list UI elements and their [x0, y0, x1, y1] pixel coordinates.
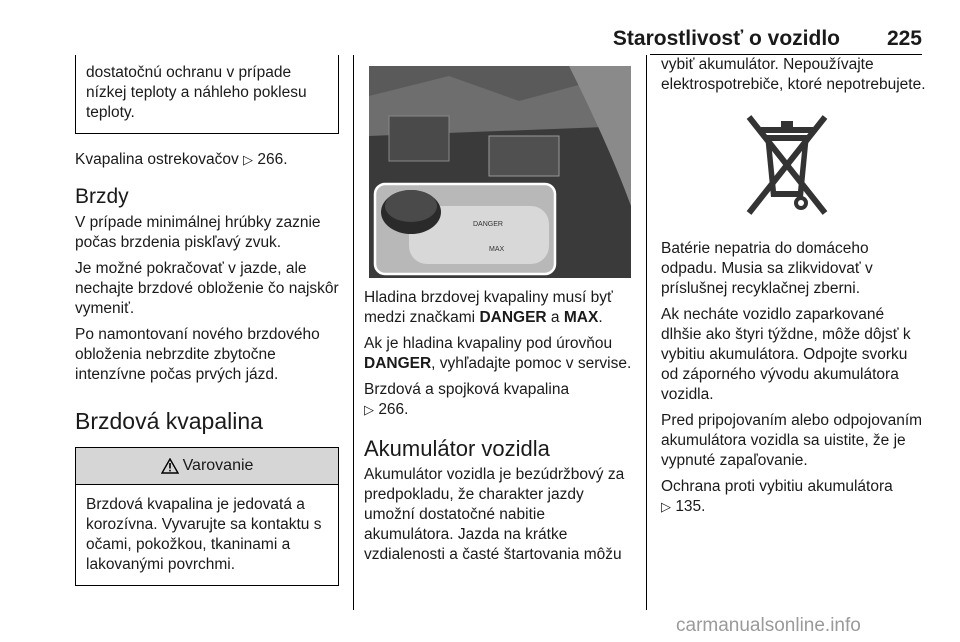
- warning-header: [76, 448, 338, 485]
- page-reference-icon: ▷: [661, 499, 671, 514]
- page-number: 225: [886, 27, 922, 50]
- page-reference-icon: ▷: [364, 402, 374, 417]
- warning-text: Brzdová kvapalina je jedovatá a korozívna. Vyvarujte sa kontaktu s očami, pokožkou, tkaninami a lakovanými povrchmi.: [86, 496, 322, 573]
- paragraph: Je možné pokračovať v jazde, ale nechajte brzdové obloženie čo najskôr vymeniť.: [75, 260, 339, 317]
- paragraph: Ochrana proti vybitiu akumulátora ▷ 135.: [661, 478, 893, 515]
- paragraph: Akumulátor vozidla je bezúdržbový za predpokladu, že charakter jazdy umožní dostatočné nabitie akumulátora. Jazda na krátke vzdialenosti a časté štartovania môžu: [364, 466, 625, 563]
- paragraph: Brzdová a spojková kvapalina ▷ 266.: [364, 381, 570, 418]
- warning-title: Varovanie: [182, 457, 254, 474]
- paragraph: V prípade minimálnej hrúbky zaznie počas brzdenia piskľavý zvuk.: [75, 214, 321, 251]
- paragraph: Batérie nepatria do domáceho odpadu. Musia sa zlikvidovať v príslušnej recyklačnej zberni.: [661, 240, 873, 297]
- column-right: [661, 55, 927, 523]
- paragraph: vybiť akumulátor. Nepoužívajte elektrospotrebiče, ktoré nepotrebujete.: [661, 56, 926, 93]
- continued-box: [75, 55, 339, 134]
- photo-label-max: MAX: [489, 246, 505, 253]
- page-reference-link[interactable]: 135.: [675, 498, 706, 515]
- washer-fluid-reference: Kvapalina ostrekovačov ▷ 266.: [75, 151, 288, 168]
- crossed-out-wheelie-bin-icon: [737, 105, 837, 225]
- warning-triangle-icon: [161, 458, 179, 474]
- page-header: [342, 27, 922, 57]
- paragraph: Ak je hladina kvapaliny pod úrovňou DANGER, vyhľadajte pomoc v servise.: [364, 335, 632, 372]
- paragraph: Pred pripojovaním alebo odpojovaním akumulátora vozidla sa uistite, že je vypnuté zapaľovanie.: [661, 412, 923, 469]
- page-reference-link[interactable]: 266.: [378, 401, 409, 418]
- warning-box: [75, 447, 339, 586]
- paragraph: Po namontovaní nového brzdového obloženia nebrzdite zbytočne intenzívne počas prvých jázd.: [75, 326, 320, 383]
- section-heading-battery: Akumulátor vozidla: [364, 436, 550, 461]
- column-left: [75, 55, 339, 586]
- page-title: Starostlivosť o vozidlo: [612, 27, 840, 50]
- page-reference-icon: ▷: [243, 152, 254, 167]
- paragraph: Hladina brzdovej kvapaliny musí byť medzi značkami DANGER a MAX.: [364, 289, 613, 326]
- continued-box-text: dostatočnú ochranu v prípade nízkej teploty a náhleho poklesu teploty.: [86, 64, 307, 121]
- photo-label-danger: DANGER: [473, 221, 503, 228]
- section-heading-brake-fluid: Brzdová kvapalina: [75, 408, 263, 434]
- paragraph: Ak necháte vozidlo zaparkované dlhšie ako štyri týždne, môže dôjsť k vybitiu akumulátora. Odpojte svorku od záporného vývodu akumulátora vozidla.: [661, 306, 911, 403]
- watermark: carmanualsonline.info: [676, 615, 861, 636]
- brake-fluid-reservoir-photo: [369, 66, 631, 278]
- column-divider: [353, 55, 354, 610]
- page-reference-link[interactable]: 266.: [257, 151, 288, 168]
- column-divider: [646, 55, 647, 610]
- column-middle: [364, 66, 636, 571]
- section-heading-brakes: Brzdy: [75, 185, 129, 208]
